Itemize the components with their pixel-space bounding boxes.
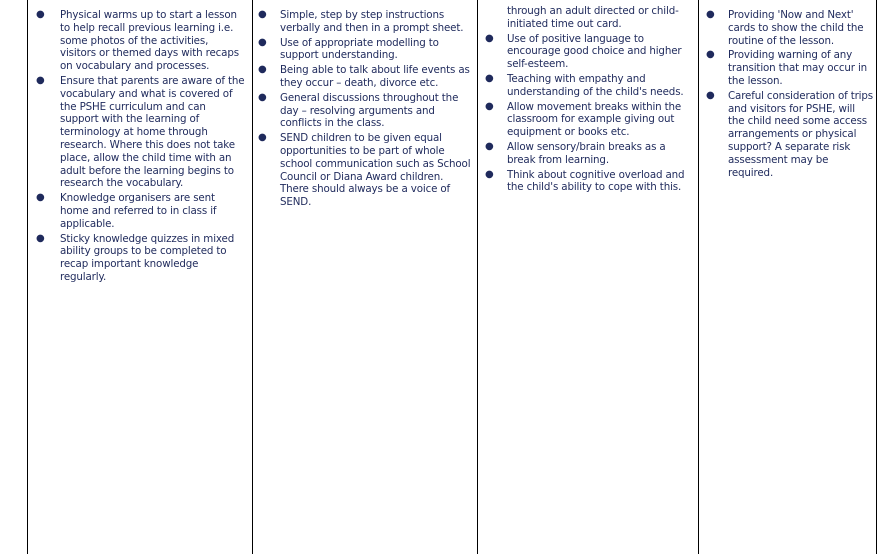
- list-item: ● Providing 'Now and Next' cards to show the child the routine of the lesson.: [706, 9, 864, 47]
- continued-text: through an adult directed or child-initiated time out card.: [507, 5, 679, 30]
- list-item: ● Use of positive language to encourage good choice and higher self-esteem.: [485, 32, 682, 71]
- bullet-list-2: [253, 0, 477, 209]
- list-item: ● Ensure that parents are aware of the vocabulary and what is covered of the PSHE curriculum and can support with the learning of terminology at home through research. Where this does not take place, allow the child time with an adult before the learning begins to research the vocabulary.: [36, 74, 245, 190]
- column-4: [699, 0, 876, 554]
- bullet-icon: ●: [485, 100, 494, 112]
- bullet-icon: ●: [258, 36, 267, 48]
- column-3: [478, 0, 699, 554]
- list-item: ● Allow movement breaks within the classroom for example giving out equipment or books etc.: [485, 100, 682, 139]
- list-item: ● SEND children to be given equal opportunities to be part of whole school communication such as School Council or Diana Award children. There should always be a voice of SEND.: [258, 132, 471, 209]
- list-item: ● Physical warms up to start a lesson to help recall previous learning i.e. some photos of the activities, visitors or themed days with recaps on vocabulary and processes.: [36, 9, 239, 73]
- list-item: ● Think about cognitive overload and the child's ability to cope with this.: [485, 168, 685, 194]
- bullet-icon: ●: [36, 9, 45, 20]
- bullet-icon: ●: [485, 72, 494, 84]
- bullet-icon: ●: [258, 132, 267, 144]
- list-item: ● Knowledge organisers are sent home and referred to in class if applicable.: [36, 192, 217, 230]
- bullet-icon: ●: [485, 140, 494, 152]
- list-item: ● Simple, step by step instructions verbally and then in a prompt sheet.: [258, 9, 464, 34]
- list-item: ● Sticky knowledge quizzes in mixed ability groups to be completed to recap important knowledge regularly.: [36, 232, 235, 283]
- list-item: ● General discussions throughout the day – resolving arguments and conflicts in the class.: [258, 91, 459, 130]
- bullet-icon: ●: [258, 91, 267, 103]
- list-item: ● Teaching with empathy and understanding of the child's needs.: [485, 72, 684, 98]
- column-2: [253, 0, 478, 554]
- column-1: [28, 0, 253, 554]
- bullet-list-1: [28, 0, 252, 284]
- bullet-icon: ●: [485, 168, 494, 180]
- bullet-icon: ●: [36, 192, 45, 204]
- bullet-icon: ●: [36, 74, 45, 86]
- bullet-icon: ●: [485, 32, 494, 44]
- bullet-icon: ●: [706, 89, 715, 101]
- list-item: ● Careful consideration of trips and visitors for PSHE, will the child need some access arrangements or physical support? A separate risk assessment may be required.: [706, 89, 873, 179]
- bullet-list-3: [478, 0, 698, 194]
- strategies-table: [27, 0, 877, 554]
- bullet-icon: ●: [706, 49, 715, 61]
- list-item: ● Being able to talk about life events as they occur – death, divorce etc.: [258, 64, 470, 89]
- bullet-icon: ●: [706, 9, 715, 20]
- bullet-list-4: [699, 0, 876, 179]
- bullet-icon: ●: [36, 232, 45, 244]
- bullet-icon: ●: [258, 64, 267, 76]
- bullet-icon: ●: [258, 9, 267, 20]
- list-item: ● Use of appropriate modelling to support understanding.: [258, 36, 439, 62]
- list-item: ● Providing warning of any transition that may occur in the lesson.: [706, 49, 868, 87]
- list-item: ● Allow sensory/brain breaks as a break from learning.: [485, 140, 666, 166]
